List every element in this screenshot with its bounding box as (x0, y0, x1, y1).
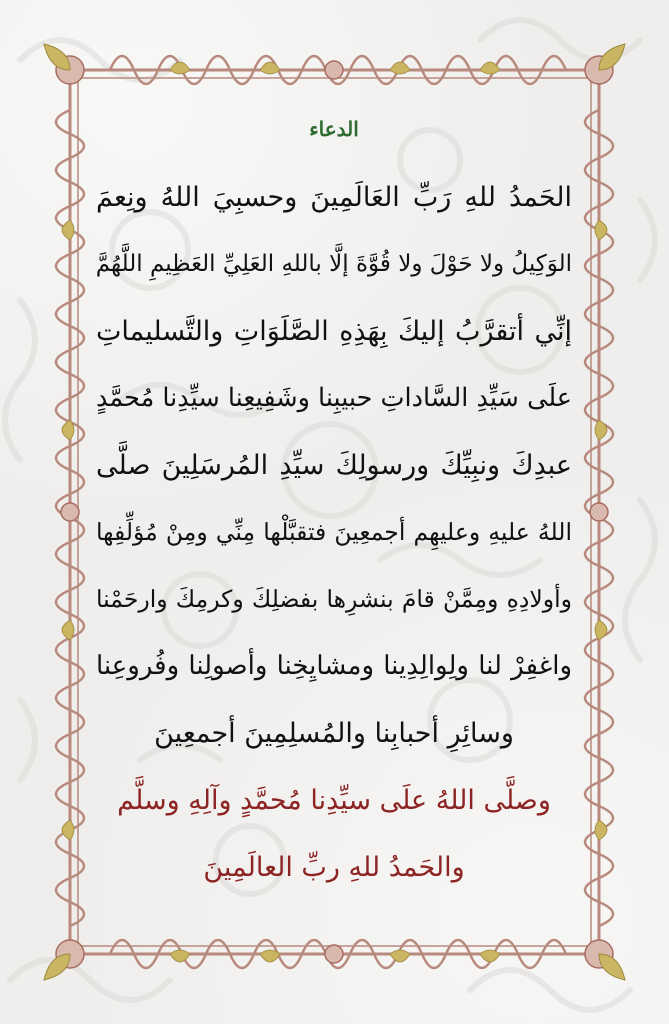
prayer-line: اللهُ عليهِ وعليهِم أجمعِينَ فتقبَّلْها مِنِّي ومِنْ مُؤلِّفِها (96, 518, 572, 546)
prayer-body (96, 164, 572, 767)
prayer-line: علَى سَيِّدِ السَّاداتِ حبيبِنا وشَفِيعِنا سيِّدِنا مُحمَّدٍ (96, 383, 572, 413)
prayer-line: الحَمدُ للهِ رَبِّ العَالَمِينَ وحسبِيَ اللهُ ونِعمَ (96, 182, 572, 213)
prayer-line: عبدِكَ ونبِيِّكَ ورسولِكَ سيِّدِ المُرسَلِينَ صلَّى (96, 450, 572, 481)
closing-line: والحَمدُ للهِ ربِّ العالَمِينَ (203, 852, 465, 883)
prayer-title: الدعاء (309, 117, 359, 141)
prayer-content (96, 100, 572, 920)
prayer-line: وأولادِهِ ومِمَّنْ قامَ بنشرِها بفضلِكَ وكرمِكَ وارحَمْنا (96, 585, 572, 613)
closing-blessing (96, 767, 572, 901)
prayer-line: واغفِرْ لنا ولِوالِدِينا ومشايِخِنا وأصولِنا وفُروعِنا (96, 651, 572, 681)
prayer-line: الوَكِيلُ ولا حَوْلَ ولا قُوَّةَ إلَّا باللهِ العَلِيِّ العَظِيمِ اللَّهُمَّ (95, 251, 572, 277)
prayer-line: وسائِرِ أحبابِنا والمُسلِمِينَ أجمعِينَ (154, 718, 514, 749)
closing-line: وصلَّى اللهُ علَى سيِّدِنا مُحمَّدٍ وآلِهِ وسلَّم (117, 785, 551, 816)
prayer-line: إنِّي أتقرَّبُ إليكَ بِهَذِهِ الصَّلَوَاتِ والتَّسليماتِ (96, 316, 572, 347)
